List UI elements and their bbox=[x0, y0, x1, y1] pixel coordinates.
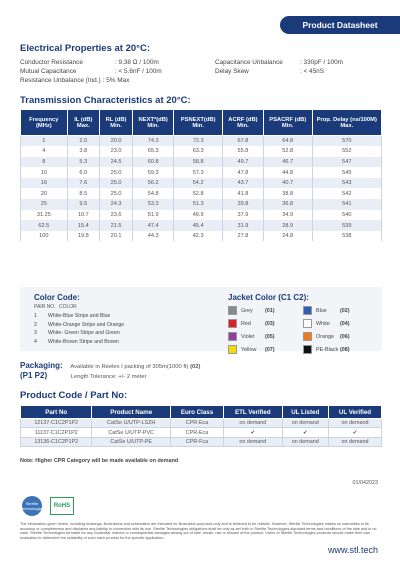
color-code-title: Color Code: bbox=[34, 293, 80, 302]
table-cell: 42.3 bbox=[174, 231, 223, 242]
color-swatch-icon bbox=[303, 319, 312, 328]
prop-label: Capacitance Unbalance bbox=[215, 59, 283, 66]
jacket-option bbox=[228, 345, 303, 354]
table-cell: 10 bbox=[21, 167, 68, 178]
column-header: Prop. Delay (ns/100M) Max. bbox=[312, 110, 381, 136]
table-cell: 46.7 bbox=[263, 157, 312, 168]
table-cell: 10.7 bbox=[67, 210, 99, 221]
table-cell: 24.8 bbox=[263, 231, 312, 242]
table-cell: 541 bbox=[312, 199, 381, 210]
pair-color: White- Green Stripe and Green bbox=[48, 330, 120, 337]
jacket-color-grid bbox=[228, 304, 378, 356]
table-cell: 65.3 bbox=[133, 146, 174, 157]
table-cell: 20 bbox=[21, 188, 68, 199]
table-cell: 39.8 bbox=[222, 199, 263, 210]
table-cell: on demand bbox=[282, 419, 328, 428]
column-header: UL Verified bbox=[328, 406, 381, 419]
table-cell: 20.1 bbox=[99, 231, 132, 242]
electrical-properties bbox=[20, 58, 385, 85]
table-row bbox=[21, 167, 382, 178]
table-cell: 9.5 bbox=[67, 199, 99, 210]
table-cell: 552 bbox=[312, 146, 381, 157]
table-cell: 24.3 bbox=[99, 199, 132, 210]
transmission-table bbox=[20, 109, 382, 241]
table-cell: 44.8 bbox=[263, 167, 312, 178]
table-row bbox=[21, 136, 382, 147]
prop-value: : < 5.6nF / 100m bbox=[115, 68, 162, 75]
color-swatch-icon bbox=[228, 332, 237, 341]
jacket-option bbox=[303, 332, 378, 341]
table-cell: 8 bbox=[21, 157, 68, 168]
table-cell: CatSe U/UTP-PE bbox=[92, 437, 171, 446]
electrical-row bbox=[20, 76, 385, 85]
jacket-color-code: (07) bbox=[265, 346, 275, 353]
table-cell: 51.3 bbox=[174, 199, 223, 210]
table-cell: 19.8 bbox=[67, 231, 99, 242]
table-row bbox=[21, 220, 382, 231]
packaging-sub: (P1 P2) bbox=[20, 371, 48, 380]
jacket-color-code: (01) bbox=[265, 307, 275, 314]
website-url[interactable]: www.stl.tech bbox=[327, 545, 378, 555]
table-cell: 36.8 bbox=[263, 199, 312, 210]
table-cell: on demand bbox=[282, 437, 328, 446]
pair-color: White-Blue Stripe and Blue bbox=[48, 313, 111, 320]
table-cell: 63.3 bbox=[174, 146, 223, 157]
electrical-row bbox=[20, 67, 385, 76]
packaging-code: (02) bbox=[190, 364, 201, 370]
table-row bbox=[21, 157, 382, 168]
table-cell: 52.8 bbox=[174, 188, 223, 199]
jacket-option bbox=[303, 319, 378, 328]
table-cell: 56.2 bbox=[133, 178, 174, 189]
table-cell: 23.0 bbox=[99, 146, 132, 157]
transmission-title: Transmission Characteristics at 20°C: bbox=[20, 95, 191, 106]
jacket-row bbox=[228, 343, 378, 356]
table-cell: 538 bbox=[312, 231, 381, 242]
disclaimer-text: The information given herein, including drawings, illustrations and schematics are intended for illustration purposes only and is believed to be reliable. However, Sterlite Technologies makes no warranties to its accuracy or completeness and disclaims any liability in connection with its use. Sterlite Technologies obligations shall be only as set forth in Sterlite Technologies standard terms and conditions of the sale and in no case. Sterlite Technologies be liable for any incidental, indirect or consequential damages arising out of sale, resale, use or misuse of the product. Users of Sterlite Technologies products should make their own evaluation to determine the suitability of such each product for the specific application. bbox=[20, 522, 377, 540]
table-cell: 58.8 bbox=[174, 157, 223, 168]
table-cell: 37.9 bbox=[222, 210, 263, 221]
table-cell: on demand bbox=[224, 419, 282, 428]
table-row bbox=[21, 231, 382, 242]
table-cell: 51.9 bbox=[133, 210, 174, 221]
table-cell: 539 bbox=[312, 220, 381, 231]
column-header: Euro Class bbox=[170, 406, 223, 419]
jacket-color-code: (04) bbox=[340, 320, 350, 327]
table-row bbox=[21, 178, 382, 189]
table-cell: 540 bbox=[312, 210, 381, 221]
document-number: 01/042023 bbox=[352, 480, 378, 486]
table-cell: 2.0 bbox=[67, 136, 99, 147]
color-header: COLOR bbox=[58, 304, 77, 310]
table-cell: 543 bbox=[312, 178, 381, 189]
jacket-color-title: Jacket Color (C1 C2): bbox=[228, 293, 309, 302]
table-cell: ✔ bbox=[328, 428, 381, 437]
table-cell: 55.8 bbox=[222, 146, 263, 157]
product-code-table bbox=[20, 405, 382, 447]
color-swatch-icon bbox=[228, 345, 237, 354]
table-cell: 100 bbox=[21, 231, 68, 242]
table-cell: on demand bbox=[328, 419, 381, 428]
table-cell: 21.5 bbox=[99, 220, 132, 231]
prop-value: : 330pF / 100m bbox=[300, 59, 343, 66]
table-cell: 547 bbox=[312, 157, 381, 168]
jacket-color-name: PE-Black bbox=[316, 346, 339, 353]
table-row bbox=[21, 428, 382, 437]
jacket-option bbox=[228, 306, 303, 315]
table-cell: on demand bbox=[328, 437, 381, 446]
column-header: PSACRF (dB) Min. bbox=[263, 110, 312, 136]
table-row bbox=[21, 146, 382, 157]
table-cell: 570 bbox=[312, 136, 381, 147]
table-cell: 545 bbox=[312, 167, 381, 178]
prop-label: Mutual Capacitance bbox=[20, 68, 77, 75]
table-cell: ✔ bbox=[224, 428, 282, 437]
jacket-row bbox=[228, 330, 378, 343]
column-header: ACRF (dB) Min. bbox=[222, 110, 263, 136]
pair-number: 1 bbox=[34, 313, 37, 320]
table-cell: 3.8 bbox=[67, 146, 99, 157]
table-cell: 25 bbox=[21, 199, 68, 210]
table-cell: 25.0 bbox=[99, 167, 132, 178]
prop-label: Delay Skew bbox=[215, 68, 249, 75]
table-cell: 52.8 bbox=[263, 146, 312, 157]
electrical-row bbox=[20, 58, 385, 67]
product-code-title: Product Code / Part No: bbox=[20, 390, 128, 401]
column-header: Product Name bbox=[92, 406, 171, 419]
table-cell: 47.4 bbox=[133, 220, 174, 231]
jacket-option bbox=[228, 332, 303, 341]
table-cell: 4 bbox=[21, 146, 68, 157]
table-cell: 53.3 bbox=[133, 199, 174, 210]
table-cell: 13136-C1C2P1P2 bbox=[21, 437, 92, 446]
jacket-row bbox=[228, 304, 378, 317]
table-cell: 11137-C1C2P1P2 bbox=[21, 428, 92, 437]
table-row bbox=[21, 419, 382, 428]
prop-label: Conductor Resistance bbox=[20, 59, 83, 66]
color-swatch-icon bbox=[303, 306, 312, 315]
table-cell: 31.25 bbox=[21, 210, 68, 221]
jacket-option bbox=[303, 306, 378, 315]
pair-no-header: PAIR NO. bbox=[34, 304, 56, 310]
table-cell: 64.8 bbox=[263, 136, 312, 147]
jacket-color-name: Grey bbox=[241, 307, 253, 314]
table-cell: CatSe U/UTP-LSZH bbox=[92, 419, 171, 428]
pair-row bbox=[34, 329, 124, 338]
column-header: ETL Verified bbox=[224, 406, 282, 419]
table-row bbox=[21, 188, 382, 199]
jacket-color-code: (03) bbox=[265, 320, 275, 327]
column-header: Part No bbox=[21, 406, 92, 419]
table-cell: 12137-C1C2P1P2 bbox=[21, 419, 92, 428]
table-cell: CPR-Eca bbox=[170, 428, 223, 437]
column-header: PSNEXT(dB) Min. bbox=[174, 110, 223, 136]
table-cell: 38.8 bbox=[263, 188, 312, 199]
table-cell: CPR-Fca bbox=[170, 437, 223, 446]
jacket-color-code: (06) bbox=[340, 333, 350, 340]
table-cell: 44.3 bbox=[133, 231, 174, 242]
column-header: RL (dB) Min. bbox=[99, 110, 132, 136]
table-cell: 6.0 bbox=[67, 167, 99, 178]
packaging-line1: Available in Reelex I packing of 305m(1000 ft) bbox=[70, 364, 189, 370]
table-cell: 24.5 bbox=[99, 157, 132, 168]
color-swatch-icon bbox=[303, 345, 312, 354]
table-cell: 45.4 bbox=[174, 220, 223, 231]
jacket-color-name: Red bbox=[241, 320, 251, 327]
table-cell: 54.8 bbox=[133, 188, 174, 199]
packaging-line2: Length Tolerance: +/- 2 meter bbox=[70, 374, 147, 380]
jacket-option bbox=[228, 319, 303, 328]
table-cell: 41.8 bbox=[222, 188, 263, 199]
table-cell: 27.8 bbox=[222, 231, 263, 242]
table-cell: 23.6 bbox=[99, 210, 132, 221]
color-swatch-icon bbox=[228, 306, 237, 315]
pair-color: White-Orange Stripe and Orange bbox=[48, 321, 125, 328]
jacket-row bbox=[228, 317, 378, 330]
prop-label: Resistance Unbalance (Ind.) bbox=[20, 77, 101, 84]
pair-row bbox=[34, 312, 124, 321]
pair-number: 3 bbox=[34, 330, 37, 337]
jacket-color-name: Violet bbox=[241, 333, 255, 340]
jacket-color-code: (08) bbox=[340, 346, 350, 353]
packaging-title: Packaging: bbox=[20, 361, 63, 370]
sterlite-logo: Sterlite Technologies bbox=[22, 496, 42, 516]
color-swatch-icon bbox=[228, 319, 237, 328]
table-cell: 47.8 bbox=[222, 167, 263, 178]
rohs-logo: RoHS bbox=[50, 497, 74, 515]
table-cell: CPR-Eca bbox=[170, 419, 223, 428]
column-header: UL Listed bbox=[282, 406, 328, 419]
column-header: IL (dB) Max. bbox=[67, 110, 99, 136]
table-cell: 62.5 bbox=[21, 220, 68, 231]
jacket-color-name: White bbox=[316, 320, 330, 327]
table-cell: 16 bbox=[21, 178, 68, 189]
table-row bbox=[21, 210, 382, 221]
jacket-color-name: Orange bbox=[316, 333, 334, 340]
table-cell: 54.2 bbox=[174, 178, 223, 189]
table-cell: 31.9 bbox=[222, 220, 263, 231]
prop-value: : 9.38 Ω / 100m bbox=[115, 59, 159, 66]
table-cell: ✔ bbox=[282, 428, 328, 437]
table-cell: 34.9 bbox=[263, 210, 312, 221]
prop-value: : 5% Max bbox=[102, 77, 130, 84]
table-cell: CatSe U/UTP-PVC bbox=[92, 428, 171, 437]
table-cell: 15.4 bbox=[67, 220, 99, 231]
table-cell: on demand bbox=[224, 437, 282, 446]
pair-row bbox=[34, 321, 124, 330]
table-cell: 1 bbox=[21, 136, 68, 147]
table-cell: 20.0 bbox=[99, 136, 132, 147]
pair-row bbox=[34, 338, 124, 347]
column-header: NEXT*(dB) Min. bbox=[133, 110, 174, 136]
table-cell: 7.6 bbox=[67, 178, 99, 189]
table-cell: 74.3 bbox=[133, 136, 174, 147]
color-code-header bbox=[34, 304, 77, 310]
table-row bbox=[21, 437, 382, 446]
jacket-color-code: (05) bbox=[265, 333, 275, 340]
cpr-note: Note: Higher CPR Category will be made available on demand bbox=[20, 458, 179, 464]
table-cell: 5.3 bbox=[67, 157, 99, 168]
table-cell: 57.3 bbox=[174, 167, 223, 178]
prop-value: : < 45nS bbox=[300, 68, 324, 75]
table-cell: 25.0 bbox=[99, 178, 132, 189]
table-cell: 59.3 bbox=[133, 167, 174, 178]
pair-number: 4 bbox=[34, 339, 37, 346]
table-cell: 28.9 bbox=[263, 220, 312, 231]
table-cell: 40.7 bbox=[263, 178, 312, 189]
packaging-section bbox=[20, 361, 382, 380]
jacket-option bbox=[303, 345, 378, 354]
table-cell: 43.7 bbox=[222, 178, 263, 189]
pair-color: White-Brown Stripe and Brown bbox=[48, 339, 119, 346]
table-cell: 72.3 bbox=[174, 136, 223, 147]
jacket-color-name: Yellow bbox=[241, 346, 257, 353]
color-code-list bbox=[34, 312, 124, 346]
datasheet-badge: Product Datasheet bbox=[280, 16, 400, 34]
table-cell: 60.8 bbox=[133, 157, 174, 168]
jacket-color-code: (02) bbox=[340, 307, 350, 314]
table-cell: 25.0 bbox=[99, 188, 132, 199]
table-cell: 8.5 bbox=[67, 188, 99, 199]
column-header: Frequency (MHz) bbox=[21, 110, 68, 136]
table-cell: 67.8 bbox=[222, 136, 263, 147]
table-cell: 49.7 bbox=[222, 157, 263, 168]
table-row bbox=[21, 199, 382, 210]
color-swatch-icon bbox=[303, 332, 312, 341]
jacket-color-name: Blue bbox=[316, 307, 327, 314]
color-code-panel bbox=[20, 287, 382, 351]
table-cell: 49.9 bbox=[174, 210, 223, 221]
pair-number: 2 bbox=[34, 321, 37, 328]
electrical-title: Electrical Properties at 20°C: bbox=[20, 43, 150, 54]
table-cell: 542 bbox=[312, 188, 381, 199]
